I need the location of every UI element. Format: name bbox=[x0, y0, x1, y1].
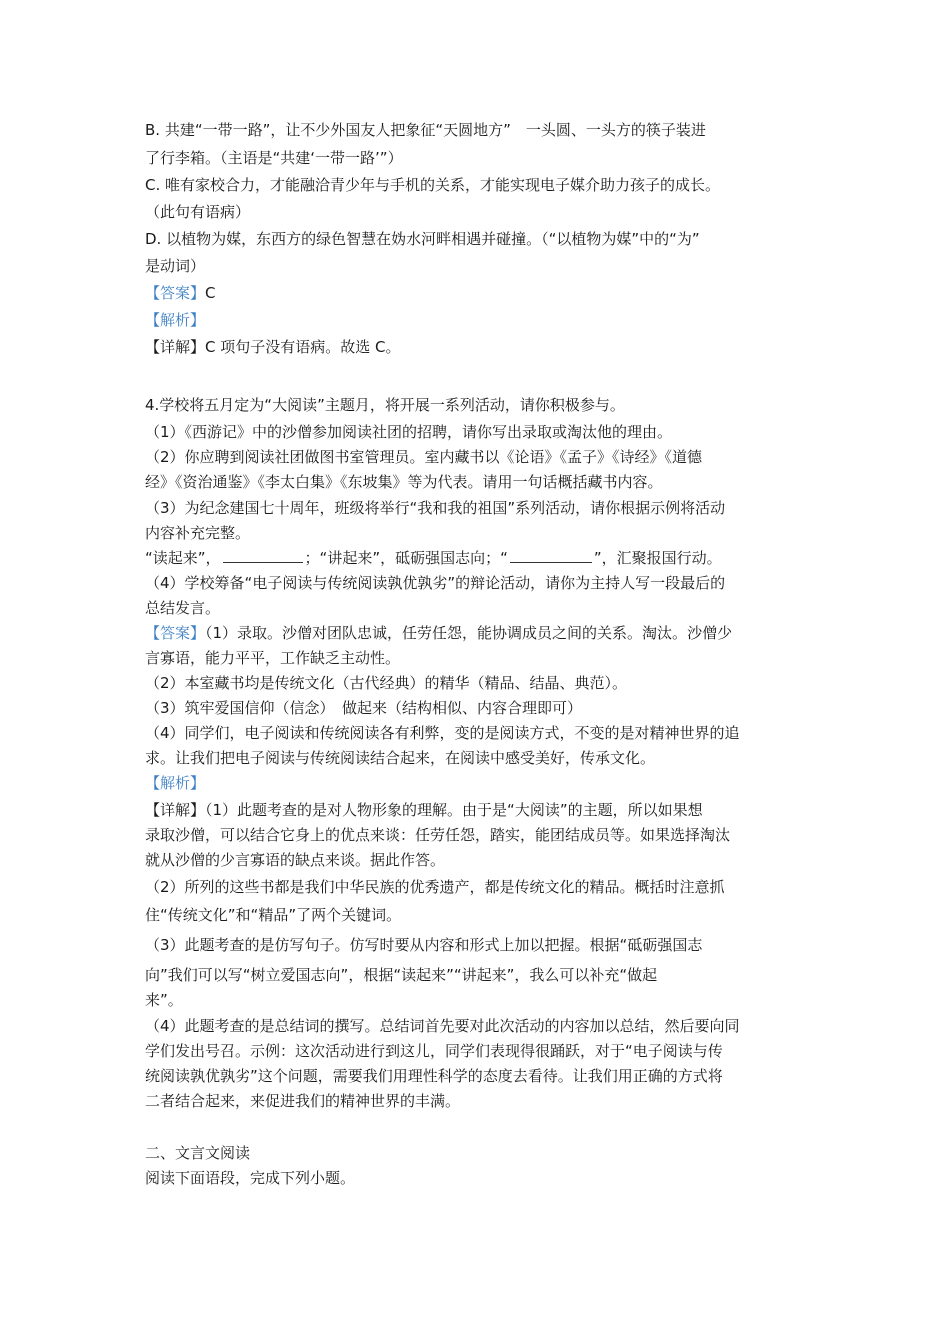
q4-stem: 4.学校将五月定为“大阅读”主题月，将开展一系列活动，请你积极参与。 bbox=[145, 396, 625, 414]
fill-blank-1[interactable] bbox=[223, 548, 303, 563]
q4-answer-3: （3）筑牢爱国信仰（信念） 做起来（结构相似、内容合理即可） bbox=[145, 699, 583, 717]
q4-detail-3-line2: 向”我们可以写“树立爱国志向”，根据“读起来”“讲起来”，我么可以补充“做起 bbox=[145, 966, 658, 984]
q3-answer bbox=[145, 280, 216, 306]
q4-part3-line2: 内容补充完整。 bbox=[145, 524, 251, 542]
q4-detail-3-line1: （3）此题考查的是仿写句子。仿写时要从内容和形式上加以把握。根据“砥砺强国志 bbox=[145, 936, 703, 954]
detail-text: （1）此题考查的是对人物形象的理解。由于是“大阅读”的主题，所以如果想 bbox=[205, 801, 703, 819]
q4-detail-1-line1 bbox=[145, 797, 703, 823]
section2-title: 二、文言文阅读 bbox=[145, 1144, 251, 1162]
q4-detail-4-line3: 统阅读孰优孰劣”这个问题，需要我们用理性科学的态度去看待。让我们用正确的方式将 bbox=[145, 1067, 723, 1085]
q4-part1: （1）《西游记》中的沙僧参加阅读社团的招聘，请你写出录取或淘汰他的理由。 bbox=[145, 423, 673, 441]
answer-tag: 【答案】 bbox=[145, 284, 206, 302]
fill-suffix: ”，汇聚报国行动。 bbox=[593, 549, 722, 567]
q3-option-c-line1: C. 唯有家校合力，才能融洽青少年与手机的关系，才能实现电子媒介助力孩子的成长。 bbox=[145, 176, 721, 194]
q3-option-b-line1: B. 共建“一带一路”，让不少外国友人把象征“天圆地方” 一头圆、一头方的筷子装进 bbox=[145, 121, 706, 139]
q4-answer-4-line1: （4）同学们，电子阅读和传统阅读各有利弊，变的是阅读方式，不变的是对精神世界的追 bbox=[145, 724, 740, 742]
q4-part4-line1: （4）学校筹备“电子阅读与传统阅读孰优孰劣”的辩论活动，请你为主持人写一段最后的 bbox=[145, 574, 726, 592]
q4-part3-fill bbox=[145, 545, 722, 571]
q3-analysis-tag: 【解析】 bbox=[145, 311, 206, 329]
q4-detail-2-line1: （2）所列的这些书都是我们中华民族的优秀遗产，都是传统文化的精品。概括时注意抓 bbox=[145, 878, 725, 896]
q4-detail-1-line2: 录取沙僧，可以结合它身上的优点来谈：任劳任怨，踏实，能团结成员等。如果选择淘汰 bbox=[145, 826, 731, 844]
q4-detail-2-line2: 住“传统文化”和“精品”了两个关键词。 bbox=[145, 906, 402, 924]
answer-tag: 【答案】 bbox=[145, 624, 206, 642]
q4-detail-4-line4: 二者结合起来，来促进我们的精神世界的丰满。 bbox=[145, 1092, 461, 1110]
q3-detail bbox=[145, 334, 401, 360]
q4-part2-line2: 经》《资治通鉴》《李太白集》《东坡集》等为代表。请用一句话概括藏书内容。 bbox=[145, 473, 663, 491]
q3-option-d-line2: 是动词） bbox=[145, 257, 206, 275]
q4-detail-4-line1: （4）此题考查的是总结词的撰写。总结词首先要对此次活动的内容加以总结，然后要向同 bbox=[145, 1017, 740, 1035]
fill-prefix: “读起来”， bbox=[145, 549, 221, 567]
detail-text: C 项句子没有语病。故选 C。 bbox=[205, 338, 401, 356]
q3-option-b-line2: 了行李箱。（主语是“共建‘一带一路’”） bbox=[145, 149, 403, 167]
q4-analysis-tag: 【解析】 bbox=[145, 774, 206, 792]
fill-blank-2[interactable] bbox=[510, 548, 592, 563]
q4-answer-4-line2: 求。让我们把电子阅读与传统阅读结合起来，在阅读中感受美好，传承文化。 bbox=[145, 749, 656, 767]
q4-detail-1-line3: 就从沙僧的少言寡语的缺点来谈。据此作答。 bbox=[145, 851, 446, 869]
q4-answer-2: （2）本室藏书均是传统文化（古代经典）的精华（精品、结晶、典范）。 bbox=[145, 674, 628, 692]
q4-answer-1-line2: 言寡语，能力平平，工作缺乏主动性。 bbox=[145, 649, 401, 667]
q4-part3-line1: （3）为纪念建国七十周年，班级将举行“我和我的祖国”系列活动，请你根据示例将活动 bbox=[145, 499, 726, 517]
q4-detail-4-line2: 学们发出号召。示例：这次活动进行到这儿，同学们表现得很踊跃，对于“电子阅读与传 bbox=[145, 1042, 723, 1060]
q4-part2-line1: （2）你应聘到阅读社团做图书室管理员。室内藏书以《论语》《孟子》《诗经》《道德 bbox=[145, 448, 703, 466]
answer-text: （1）录取。沙僧对团队忠诚，任劳任怨，能协调成员之间的关系。淘汰。沙僧少 bbox=[205, 624, 733, 642]
q3-option-c-line2: （此句有语病） bbox=[145, 203, 251, 221]
q3-option-d-line1: D. 以植物为媒，东西方的绿色智慧在妫水河畔相遇并碰撞。（“以植物为媒”中的“为” bbox=[145, 230, 700, 248]
fill-middle: ；“讲起来”，砥砺强国志向；“ bbox=[304, 549, 508, 567]
q4-detail-3-line3: 来”。 bbox=[145, 991, 183, 1009]
q4-part4-line2: 总结发言。 bbox=[145, 599, 221, 617]
detail-tag: 【详解】 bbox=[145, 801, 206, 819]
section2-instruction: 阅读下面语段，完成下列小题。 bbox=[145, 1169, 356, 1187]
answer-value: C bbox=[205, 284, 216, 302]
detail-tag: 【详解】 bbox=[145, 338, 206, 356]
q4-answer-1-line1 bbox=[145, 620, 732, 646]
